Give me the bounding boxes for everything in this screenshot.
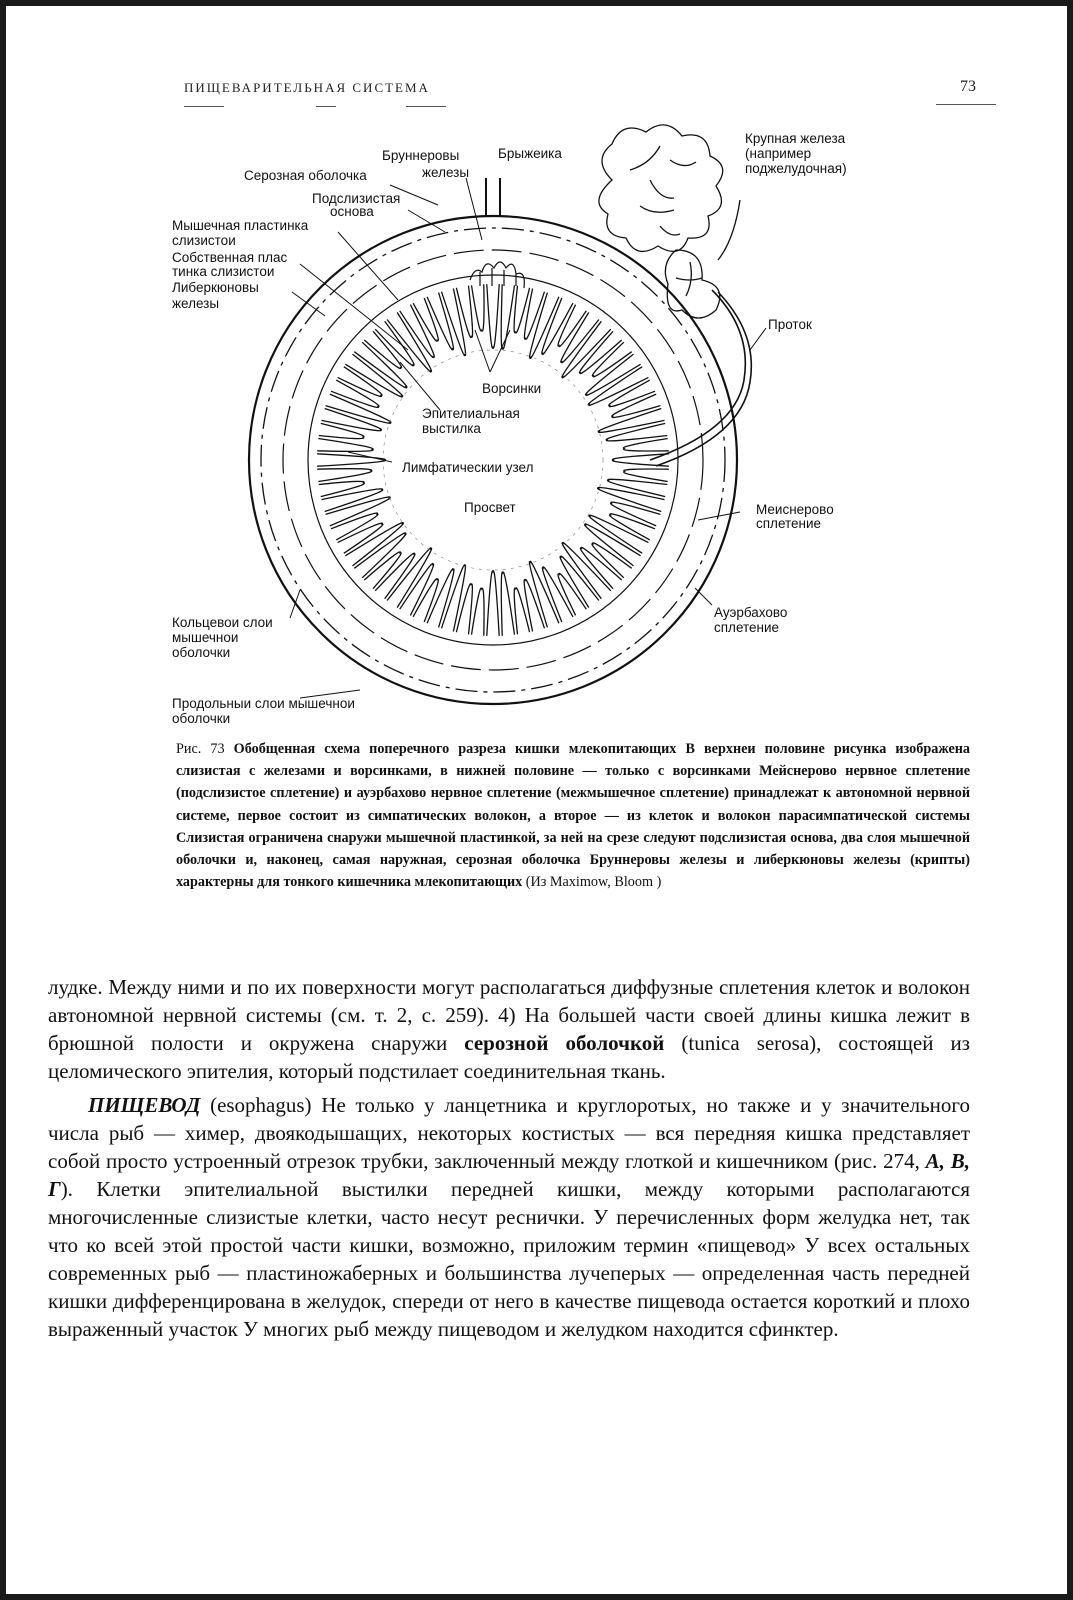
running-title: ПИЩЕВАРИТЕЛЬНАЯ СИСТЕМА [184, 80, 430, 95]
leader-lines [290, 178, 766, 618]
pancreas-gland [599, 125, 740, 318]
label-longitudinal: оболочки [172, 711, 231, 726]
label-lamina: тинка слизистои [172, 264, 275, 279]
villus [501, 572, 514, 636]
caption-citation: (Из Maximow, Bloom ) [525, 874, 662, 891]
villus [514, 286, 530, 333]
label-submucosa: основа [330, 204, 374, 219]
villus [319, 423, 364, 438]
figure-number: Рис. 73 [176, 741, 225, 757]
paragraph [48, 1091, 970, 1343]
villus [624, 469, 669, 481]
villus [580, 547, 621, 588]
villus [487, 284, 499, 348]
label-lamina: Собственная плас [172, 250, 288, 265]
bold-term: серозной оболочкой [464, 1031, 665, 1055]
villus [598, 487, 665, 511]
villus [427, 293, 453, 350]
label-villi: Ворсинки [482, 381, 542, 396]
caption-text: Обобщенная схема поперечного разреза кишки млекопитающих В верхнеи половине рисунка изображена слизистая с железами и ворсинками, в нижней половине — только с ворсинками Мейснерово нервное сплетение (подслизистое сплетение) и ауэрбахово нервное сплетение (межмышечное сплетение) принадлежат к автономной нервной системе, первое состоит из симпатических волокон, а второе — из клеток и волокон парасимпатической системы Слизистая ограничена снаружи мышечной пластинкой, за ней на срезе следуют подслизистая основа, два слоя мышечной оболочки и, наконец, самая наружная, серозная оболочка Бруннеровы железы и либеркюновы железы (крипты) характерны для тонкого кишечника млекопитающих [176, 741, 971, 891]
paragraph [48, 973, 970, 1085]
label-submucosa: Подслизистая [312, 191, 401, 206]
label-muscularis: Мышечная пластинка [172, 218, 309, 233]
villus [319, 481, 365, 496]
label-brunner: Бруннеровы [382, 148, 460, 163]
villus [530, 293, 559, 359]
intestine-cross-section-diagram [0, 0, 1073, 740]
villus [623, 439, 668, 451]
label-auerbach: Ауэрбахово [714, 605, 788, 620]
villus [487, 571, 499, 636]
villus [579, 331, 621, 373]
villus [317, 469, 372, 482]
page-number: 73 [960, 78, 976, 95]
label-mesentery: Брыжеика [498, 146, 562, 161]
label-duct: Проток [768, 317, 812, 332]
label-muscularis: слизистои [172, 233, 236, 248]
villus [345, 523, 403, 566]
villus [326, 394, 391, 423]
villus [472, 588, 485, 636]
label-epithelium: выстилка [422, 421, 481, 436]
villus [501, 284, 514, 349]
label-circular: Кольцевои слои [172, 615, 273, 630]
villus [354, 533, 406, 578]
pancreatic-duct [650, 290, 745, 460]
label-lieberkuhn: Либеркюновы [172, 280, 259, 295]
villus [338, 367, 382, 397]
section-term: ПИЩЕВОД [88, 1093, 201, 1117]
villus [529, 561, 558, 627]
figure-letters: А, В, Г [48, 1149, 970, 1201]
label-circular: мышечнои [172, 630, 239, 645]
villus [326, 497, 391, 526]
label-circular: оболочки [172, 645, 231, 660]
label-gland: (например [745, 146, 812, 161]
villus [598, 409, 664, 433]
villus [317, 439, 373, 452]
label-brunner: железы [422, 165, 470, 180]
text-run: лудке. Между ними и по их поверхности могут располагаться диффузные сплетения клеток и волокон автономной нервной системы (см. т. 2, с. 259). 4) На большей части своей длины кишка лежит в брюшной полости и окружена снаружи [48, 975, 970, 1055]
text-run: ). Клетки эпителиальной выстилки передней кишки, между которыми располагаются многочисленные слизистые клетки, часто несут реснички. У перечисленных форм желудка нет, так что ко всей этой простой части кишки, возможно, приложим термин «пищевод» У всех остальных современных рыб — пластиножаберных и большинства лучеперых — определенная часть передней кишки дифференцирована в желудок, спереди от него в качестве пищевода остается короткий и плохо выраженный участок У многих рыб между пищеводом и желудком находится сфинктер. [48, 1177, 970, 1341]
villus [427, 569, 454, 628]
villus [456, 584, 472, 635]
label-longitudinal: Продольныи слои мышечнои [172, 696, 355, 711]
label-epithelium: Эпителиальная [422, 406, 520, 421]
label-auerbach: сплетение [714, 620, 780, 635]
villus [514, 588, 529, 634]
villus [354, 342, 407, 388]
mesentery [486, 178, 500, 216]
villus [317, 454, 385, 466]
label-lymph: Лимфатическии узел [402, 460, 534, 475]
label-gland: поджелудочная) [745, 161, 847, 176]
text-run: (esophagus) Не только у ланцетника и круглоротых, но также и у значительного числа рыб — химер, двоякодышащих, некоторых костистых — вся передняя кишка представляет собой просто устроенный отрезок трубки, заключенный между глоткой и кишечником (рис. 274, [48, 1093, 970, 1173]
villus [472, 284, 485, 331]
body-text [48, 973, 970, 1343]
figure-caption [176, 738, 970, 893]
label-lumen: Просвет [464, 500, 516, 515]
label-meissner: сплетение [756, 516, 822, 531]
label-meissner: Меиснерово [756, 502, 834, 517]
text-run: (tunica serosa), состоящей из целомического эпителия, который подстилает соединительная ткань. [48, 1031, 970, 1083]
label-gland: Крупная железа [745, 131, 846, 146]
label-serous: Серозная оболочка [244, 168, 367, 183]
villus [338, 523, 383, 553]
label-lieberkuhn: железы [172, 296, 220, 311]
